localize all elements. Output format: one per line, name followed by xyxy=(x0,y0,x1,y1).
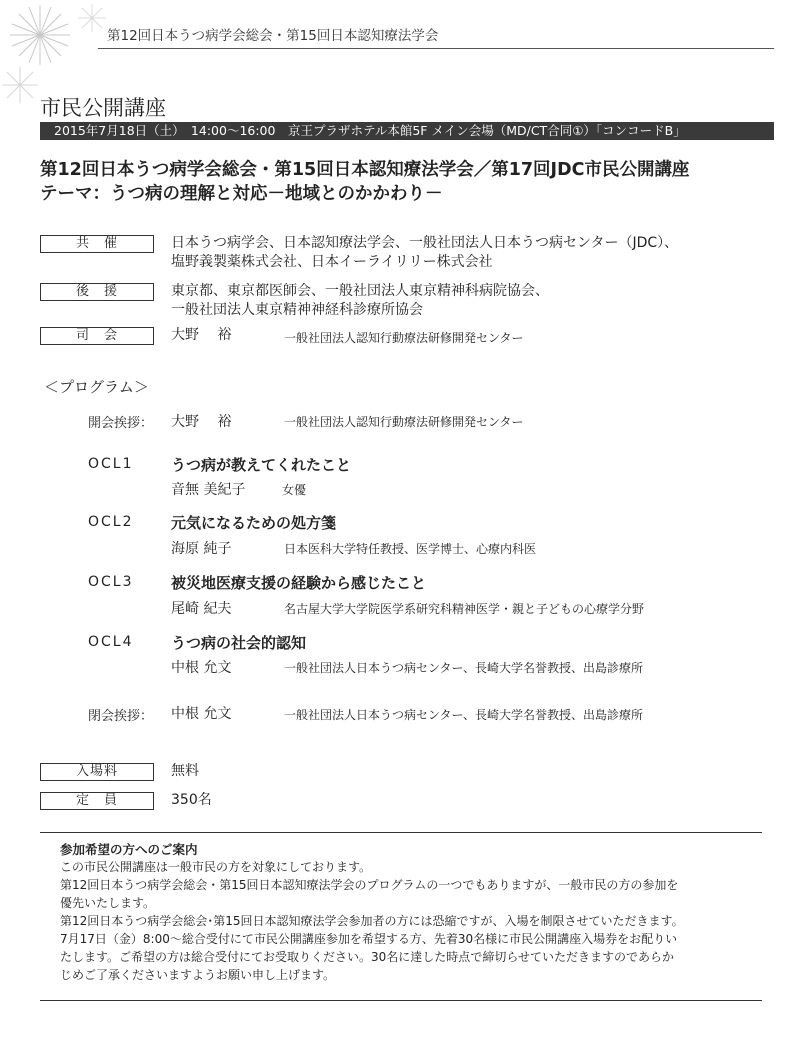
lecture-affiliation: 名古屋大学大学院医学系研究科精神医学・親と子どもの心療学分野 xyxy=(284,602,645,616)
lecture-affiliation: 女優 xyxy=(282,483,307,497)
opening-label: 開会挨拶： xyxy=(88,416,154,431)
header-divider xyxy=(98,48,774,49)
closing-name: 中根 允文 xyxy=(171,706,232,722)
lecture-title: うつ病の社会的認知 xyxy=(171,634,307,652)
lecture-code: OCL2 xyxy=(88,514,134,530)
program-heading: ＜プログラム＞ xyxy=(44,378,149,396)
lecture-title: 被災地医療支援の経験から感じたこと xyxy=(171,574,427,592)
lecture-speaker: 中根 允文 xyxy=(171,660,232,676)
lecture-affiliation: 日本医科大学特任教授、医学博士、心療内科医 xyxy=(284,542,537,556)
cohost-line-2: 塩野義製薬株式会社、日本イーライリリー株式会社 xyxy=(171,254,493,270)
support-line-2: 一般社団法人東京精神神経科診療所協会 xyxy=(171,302,423,318)
cohost-line-1: 日本うつ病学会、日本認知療法学会、一般社団法人日本うつ病センター（JDC）、 xyxy=(171,235,679,251)
support-line-1: 東京都、東京都医師会、一般社団法人東京精神科病院協会、 xyxy=(171,283,549,299)
lecture-code: OCL4 xyxy=(88,634,134,650)
lecture-code: OCL1 xyxy=(88,456,134,472)
page-title: 市民公開講座 xyxy=(40,96,166,120)
notice-top-rule xyxy=(40,832,762,833)
notice-line: 優先いたします。 xyxy=(60,896,156,910)
lecture-title: 元気になるための処方箋 xyxy=(171,514,337,532)
notice-line: 7月17日（金）8:00～総合受付にて市民公開講座参加を希望する方、先着30名様に市民公開講座入場券をお配りい xyxy=(60,932,678,946)
opening-name: 大野 裕 xyxy=(171,414,232,430)
notice-body xyxy=(60,858,760,984)
closing-label: 閉会挨拶： xyxy=(88,709,154,724)
capacity-value: 350名 xyxy=(171,792,212,808)
notice-title: 参加希望の方へのご案内 xyxy=(60,842,198,857)
lecture-code: OCL3 xyxy=(88,574,134,590)
notice-line: この市民公開講座は一般市民の方を対象にしております。 xyxy=(60,860,372,874)
event-theme: テーマ：うつ病の理解と対応－地域とのかかわり－ xyxy=(40,184,443,204)
lecture-affiliation: 一般社団法人日本うつ病センター、長崎大学名誉教授、出島診療所 xyxy=(284,661,644,675)
mc-label: 司 会 xyxy=(40,327,154,345)
notice-line: 第12回日本うつ病学会総会・第15回日本認知療法学会のプログラムの一つでもありますが、一般市民の方の参加を xyxy=(60,878,679,892)
opening-affiliation: 一般社団法人認知行動療法研修開発センター xyxy=(284,415,524,429)
lecture-speaker: 尾崎 紀夫 xyxy=(171,601,232,617)
notice-line: じめご了承くださいますようお願い申し上げます。 xyxy=(60,968,336,982)
lecture-speaker: 海原 純子 xyxy=(171,541,232,557)
date-venue-bar: 2015年7月18日（土） 14:00～16:00 京王プラザホテル本館5F メイン会場（MD/CT合同①）「コンコードB」 xyxy=(40,122,774,140)
fee-value: 無料 xyxy=(171,763,199,779)
notice-line: たします。ご希望の方は総合受付にてお受取りください。30名に達した時点で締切らせていただきますのであらか xyxy=(60,950,674,964)
fee-label: 入場料 xyxy=(40,763,154,781)
mc-affiliation: 一般社団法人認知行動療法研修開発センター xyxy=(284,331,524,345)
event-title: 第12回日本うつ病学会総会・第15回日本認知療法学会／第17回JDC市民公開講座 xyxy=(40,160,690,180)
lecture-speaker: 音無 美紀子 xyxy=(171,482,246,498)
notice-line: 第12回日本うつ病学会総会･第15回日本認知療法学会参加者の方には恐縮ですが、入場を制限させていただきます。 xyxy=(60,914,684,928)
support-label: 後 援 xyxy=(40,283,154,301)
capacity-label: 定 員 xyxy=(40,792,154,810)
closing-affiliation: 一般社団法人日本うつ病センター、長崎大学名誉教授、出島診療所 xyxy=(284,708,644,722)
cohost-label: 共 催 xyxy=(40,235,154,253)
mc-name: 大野 裕 xyxy=(171,327,232,343)
lecture-title: うつ病が教えてくれたこと xyxy=(171,456,352,474)
notice-bottom-rule xyxy=(40,1000,762,1001)
conference-header: 第12回日本うつ病学会総会・第15回日本認知療法学会 xyxy=(107,28,439,44)
